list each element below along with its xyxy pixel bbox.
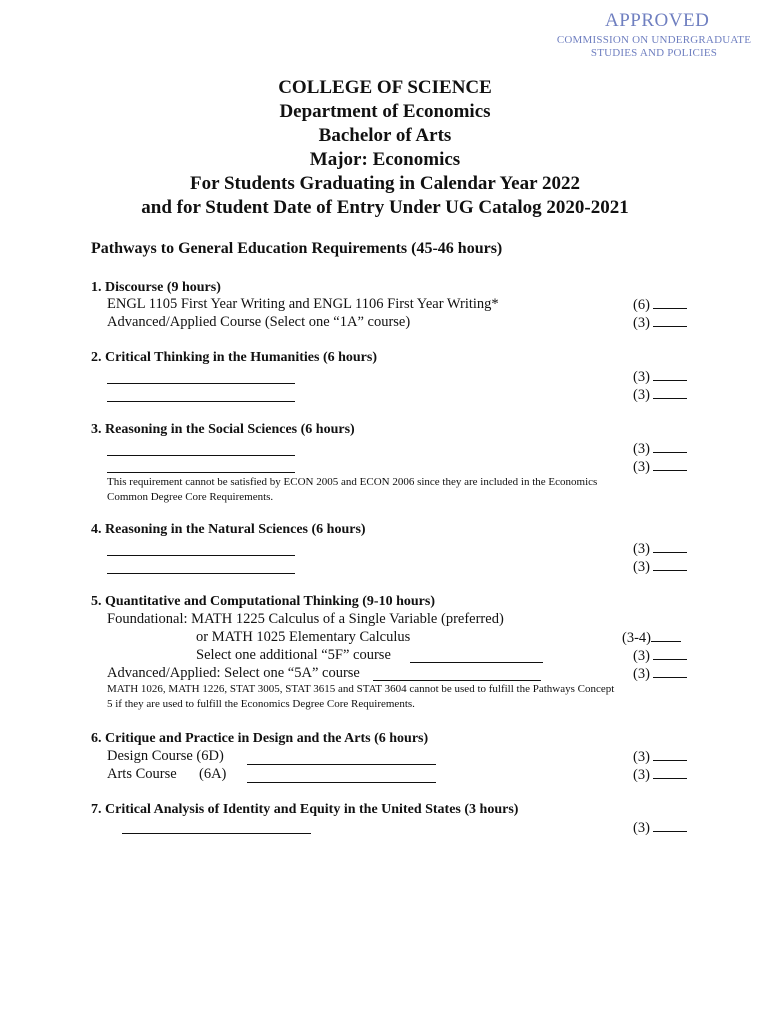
section-4-course-blank-2[interactable] — [107, 573, 295, 574]
section-3-credit-1[interactable]: (3) — [633, 440, 687, 458]
section-6-credit-1[interactable]: (3) — [633, 748, 687, 766]
section-5-alternative-line: or MATH 1025 Elementary Calculus — [196, 629, 411, 645]
section-5-title: 5. Quantitative and Computational Thinking (9-10 hours) — [91, 594, 435, 609]
section-6-title: 6. Critique and Practice in Design and the Arts (6 hours) — [91, 731, 429, 746]
section-7-title: 7. Critical Analysis of Identity and Equity in the United States (3 hours) — [91, 802, 519, 817]
section-6-design-blank[interactable] — [247, 764, 436, 765]
section-4-credit-2[interactable]: (3) — [633, 558, 687, 576]
section-6-arts-label: Arts Course — [107, 766, 177, 782]
section-5-advanced-line: Advanced/Applied: Select one “5A” course — [107, 665, 360, 681]
section-5-credit-1[interactable]: (3-4) — [622, 629, 681, 647]
section-3-title: 3. Reasoning in the Social Sciences (6 hours) — [91, 422, 355, 437]
section-4-credit-1[interactable]: (3) — [633, 540, 687, 558]
section-7-credit-1[interactable]: (3) — [633, 819, 687, 837]
section-1-title: 1. Discourse (9 hours) — [91, 280, 221, 295]
college-title: COLLEGE OF SCIENCE — [278, 77, 492, 98]
section-5-foundational-line: Foundational: MATH 1225 Calculus of a Single Variable (preferred) — [107, 611, 504, 627]
department-title: Department of Economics — [279, 101, 491, 122]
section-2-course-blank-2[interactable] — [107, 401, 295, 402]
section-2-credit-2[interactable]: (3) — [633, 386, 687, 404]
section-1-line-1: ENGL 1105 First Year Writing and ENGL 1106 First Year Writing* — [107, 296, 499, 312]
section-1-credit-1[interactable]: (6) — [633, 296, 687, 314]
major-title: Major: Economics — [309, 149, 461, 170]
section-5-additional-line: Select one additional “5F” course — [196, 647, 391, 663]
approval-stamp-line-2: STUDIES AND POLICIES — [590, 47, 718, 59]
section-5-credit-3[interactable]: (3) — [633, 665, 687, 683]
section-3-note: This requirement cannot be satisfied by ECON 2005 and ECON 2006 since they are included in the Economics Common Degree Core Requirements. — [107, 476, 598, 503]
section-5-5a-course-blank[interactable] — [373, 680, 541, 681]
section-7-course-blank[interactable] — [122, 833, 311, 834]
section-3-course-blank-1[interactable] — [107, 455, 295, 456]
section-6-arts-blank[interactable] — [247, 782, 436, 783]
approval-stamp-title: APPROVED — [605, 10, 710, 31]
section-6-arts-code: (6A) — [199, 766, 227, 782]
section-2-title: 2. Critical Thinking in the Humanities (6 hours) — [91, 350, 378, 365]
section-5-note: MATH 1026, MATH 1226, STAT 3005, STAT 3615 and STAT 3604 cannot be used to fulfill the Pathways Concept 5 if they are used to fulfill the Economics Degree Core Requirements. — [107, 683, 615, 710]
section-6-design-label: Design Course (6D) — [107, 748, 224, 764]
section-5-credit-2[interactable]: (3) — [633, 647, 687, 665]
section-3-course-blank-2[interactable] — [107, 472, 295, 473]
section-6-credit-2[interactable]: (3) — [633, 766, 687, 784]
section-5-5f-course-blank[interactable] — [410, 662, 543, 663]
section-1-credit-2[interactable]: (3) — [633, 314, 687, 332]
catalog-title: and for Student Date of Entry Under UG Catalog 2020-2021 — [141, 197, 629, 218]
section-1-line-2: Advanced/Applied Course (Select one “1A” course) — [107, 314, 411, 330]
section-4-title: 4. Reasoning in the Natural Sciences (6 hours) — [91, 522, 366, 537]
section-2-credit-1[interactable]: (3) — [633, 368, 687, 386]
section-3-credit-2[interactable]: (3) — [633, 458, 687, 476]
graduating-year-title: For Students Graduating in Calendar Year 2022 — [190, 173, 580, 194]
approval-stamp-line-1: COMMISSION ON UNDERGRADUATE — [556, 34, 752, 46]
pathways-heading: Pathways to General Education Requirements (45-46 hours) — [91, 240, 503, 257]
section-2-course-blank-1[interactable] — [107, 383, 295, 384]
section-4-course-blank-1[interactable] — [107, 555, 295, 556]
degree-title: Bachelor of Arts — [318, 125, 452, 146]
